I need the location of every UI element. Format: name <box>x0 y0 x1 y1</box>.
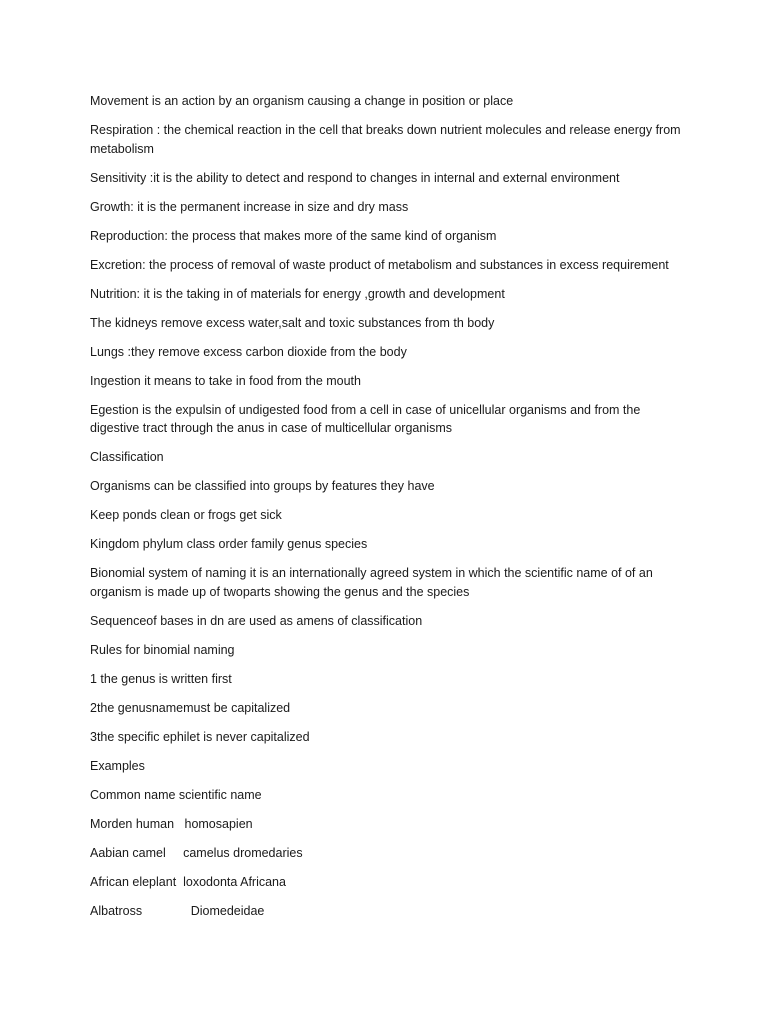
paragraph-groups: Organisms can be classified into groups by features they have <box>90 479 435 493</box>
examples-header-row: Common name scientific name <box>90 787 262 802</box>
rule-item-2: 2the genusnamemust be capitalized <box>90 700 291 715</box>
paragraph-nutrition: Nutrition: it is the taking in of materials for energy ,growth and development <box>90 286 505 301</box>
paragraph-dna-sequence: Sequenceof bases in dn are used as amens of classification <box>90 613 423 628</box>
heading-examples: Examples <box>90 758 145 773</box>
paragraph-growth: Growth: it is the permanent increase in size and dry mass <box>90 199 409 214</box>
paragraph-ponds: Keep ponds clean or frogs get sick <box>90 508 282 522</box>
paragraph-taxonomy-ranks: Kingdom phylum class order family genus species <box>90 537 368 551</box>
rule-item-3: 3the specific ephilet is never capitalized <box>90 729 310 744</box>
paragraph-movement: Movement is an action by an organism causing a change in position or place <box>90 94 514 108</box>
paragraph-egestion: Egestion is the expulsin of undigested food from a cell in case of unicellular organisms and from the digestive tract through the anus in case of multicellular organisms <box>90 402 644 435</box>
example-row: Albatross Diomedeidae <box>90 903 265 918</box>
paragraph-excretion: Excretion: the process of removal of waste product of metabolism and substances in excess requirement <box>90 257 669 272</box>
heading-rules: Rules for binomial naming <box>90 642 235 657</box>
paragraph-respiration: Respiration : the chemical reaction in the cell that breaks down nutrient molecules and release energy from metabolism <box>90 123 685 156</box>
paragraph-kidneys: The kidneys remove excess water,salt and toxic substances from th body <box>90 315 495 330</box>
example-row: Aabian camel camelus dromedaries <box>90 845 303 860</box>
heading-classification: Classification <box>90 450 164 464</box>
rule-item-1: 1 the genus is written first <box>90 671 232 686</box>
example-row: Morden human homosapien <box>90 816 253 831</box>
document-body <box>90 92 690 931</box>
paragraph-binomial-system: Bionomial system of naming it is an internationally agreed system in which the scientific name of of an organism is made up of twoparts showing the genus and the species <box>90 566 657 599</box>
paragraph-reproduction: Reproduction: the process that makes more of the same kind of organism <box>90 228 497 243</box>
paragraph-ingestion: Ingestion it means to take in food from the mouth <box>90 373 361 388</box>
paragraph-sensitivity: Sensitivity :it is the ability to detect and respond to changes in internal and external environment <box>90 170 620 185</box>
example-row: African eleplant loxodonta Africana <box>90 874 286 889</box>
paragraph-lungs: Lungs :they remove excess carbon dioxide from the body <box>90 344 407 359</box>
